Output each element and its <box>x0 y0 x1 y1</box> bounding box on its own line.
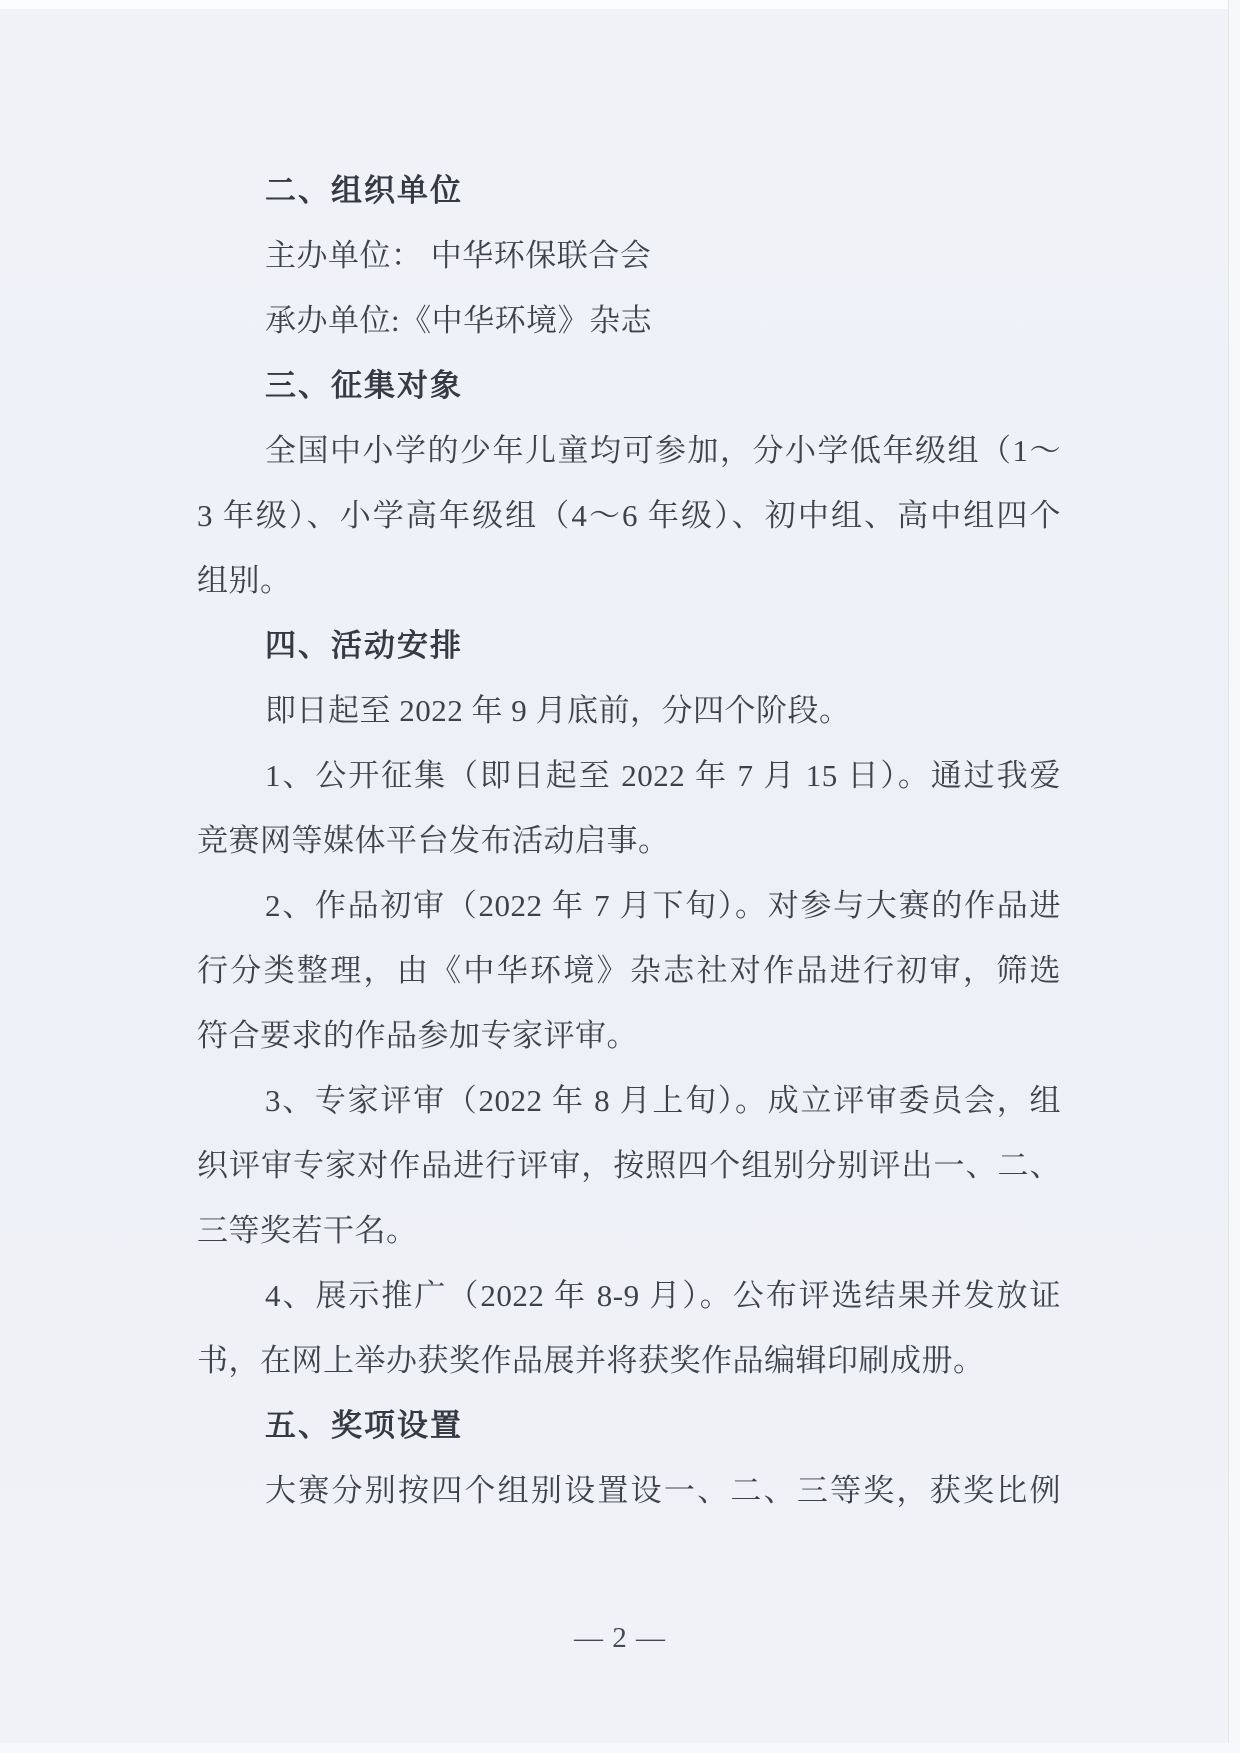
line-stage1-collection-2: 竞赛网等媒体平台发布活动启事。 <box>197 823 670 858</box>
line-stage2-initial-review-1: 2、作品初审（2022 年 7 月下旬）。对参与大赛的作品进 <box>265 888 1061 923</box>
page-number: — 2 — <box>574 1622 666 1654</box>
line-stage3-expert-review-3: 三等奖若干名。 <box>197 1213 418 1248</box>
line-undertaking-unit: 承办单位:《中华环境》杂志 <box>265 303 653 338</box>
line-targets-1: 全国中小学的少年儿童均可参加，分小学低年级组（1～ <box>265 433 1061 468</box>
line-host-unit: 主办单位： 中华环保联合会 <box>265 238 652 273</box>
line-stage2-initial-review-3: 符合要求的作品参加专家评审。 <box>197 1018 638 1053</box>
heading-organizing-units: 二、组织单位 <box>265 173 463 208</box>
heading-collection-targets: 三、征集对象 <box>265 368 463 403</box>
line-schedule-overview: 即日起至 2022 年 9 月底前，分四个阶段。 <box>265 693 851 728</box>
scan-edge-top <box>0 0 1240 9</box>
line-awards-overview: 大赛分别按四个组别设置设一、二、三等奖，获奖比例 <box>265 1473 1061 1508</box>
line-targets-2: 3 年级）、小学高年级组（4～6 年级）、初中组、高中组四个 <box>197 498 1061 533</box>
document-body <box>197 158 1061 1523</box>
line-stage3-expert-review-1: 3、专家评审（2022 年 8 月上旬）。成立评审委员会，组 <box>265 1083 1061 1118</box>
heading-award-settings: 五、奖项设置 <box>265 1408 463 1443</box>
line-stage3-expert-review-2: 织评审专家对作品进行评审，按照四个组别分别评出一、二、 <box>197 1148 1061 1183</box>
heading-activity-schedule: 四、活动安排 <box>265 628 463 663</box>
scan-edge-bottom <box>0 1743 1240 1753</box>
line-stage4-promotion-2: 书，在网上举办获奖作品展并将获奖作品编辑印刷成册。 <box>197 1343 985 1378</box>
line-stage1-collection-1: 1、公开征集（即日起至 2022 年 7 月 15 日）。通过我爱 <box>265 758 1061 793</box>
line-stage4-promotion-1: 4、展示推广（2022 年 8-9 月）。公布评选结果并发放证 <box>265 1278 1061 1313</box>
line-stage2-initial-review-2: 行分类整理，由《中华环境》杂志社对作品进行初审，筛选 <box>197 953 1061 988</box>
scan-edge-right <box>1228 0 1240 1753</box>
line-targets-3: 组别。 <box>197 563 292 598</box>
